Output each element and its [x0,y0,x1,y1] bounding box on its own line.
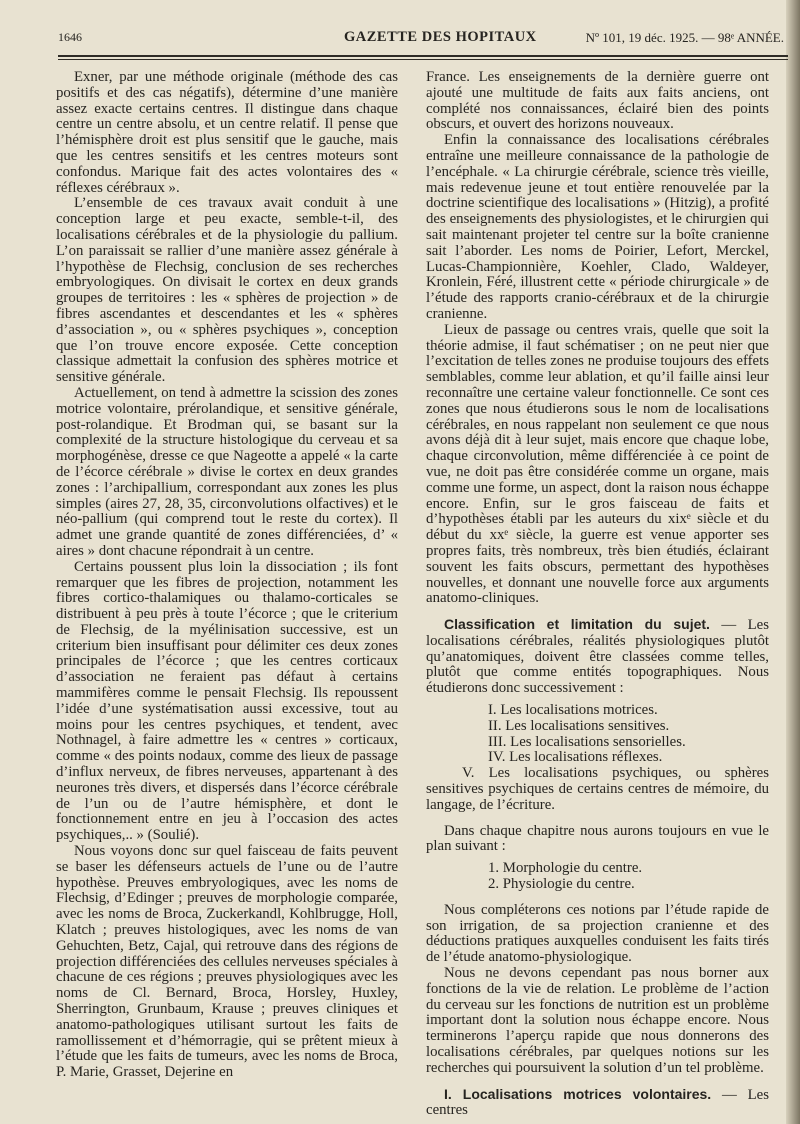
paragraph: Nous voyons donc sur quel faisceau de faits peuvent se baser les défenseurs actuels de l’une ou de l’autre hypothèse. Preuves embryologiques, avec les noms de Flechsig, d’Edinger ; preuves de morphologie comparée, avec les noms de Broca, Zuckerkandl, Kohlbrugge, Holl, Klatch ; preuves histologiques, avec les noms de van Gehuchten, Betz, Cajal, qui retrouve dans des régions de projection différenciées des cellules nerveuses spéciales à chacune de ces régions ; preuves physiologiques avec les noms de Cl. Bernard, Broca, Horsley, Huxley, Sherrington, Grunbaum, Krause ; preuves cliniques et anatomo-pathologiques utilisant surtout les faits de ramollissement et d’hémorragie, qui se prêtent mieux à l’étude que les faits de tumeurs, avec les noms de Broca, P. Marie, Grasset, Dejerine en [56,843,398,1081]
paragraph: L’ensemble de ces travaux avait conduit à une conception large et peu exacte, semble-t-il, des localisations cérébrales et de la physiologie du pallium. L’on paraissait se rallier d’une manière assez générale à l’hypothèse de Flechsig, conclusion de ses recherches embryologiques. On divisait le cortex en deux grands groupes de territoires : les « sphères de projection » de fibres ascendantes et descendantes et les « sphères d’association », ou « sphères psychiques », conception que l’on trouve encore exposée. Cette conception classique admettait la confusion des sphères motrice et sensitive générale. [56,195,398,386]
section-intro: — Les localisations cérébrales, réalités physiologiques plutôt qu’anatomiques, doivent être classées comme telles, plutôt que comme entités topographiques. Nous étudierons donc successivement : [426,617,769,697]
right-column [426,70,769,1119]
plan-item: 1. Morphologie du centre. [488,860,643,877]
paragraph: Certains poussent plus loin la dissociation ; ils font remarquer que les fibres de projection, notamment les fibres cortico-thalamiques ou thalamo-corticales se distribuent à peu près à toute l’écorce ; que le criterium de Flechsig, de la myélinisation successive, est un criterium bien insuffisant pour délimiter ces deux zones principales de l’écorce ; que les centres corticaux d’association ne feraient pas défaut à certains mammifères comme le pensait Flechsig. Ils repoussent l’idée d’une systématisation aussi excessive, tout au moins pour les centres psychiques, et tendent, avec Nothnagel, à faire admettre les « centres » corticaux, comme « des points nodaux, comme des lieux de passage d’influx nerveux, de fibres nerveuses, appartenant à des neurones très divers, et dispersés dans l’écorce cérébrale de l’un ou de l’autre hémisphère, et dont le fonctionnement entre en jeu à l’occasion des actes psychiques,.. » (Soulié). [56,558,398,844]
header-rule-thin [58,59,788,60]
plan-item: 2. Physiologie du centre. [488,876,635,893]
left-column [56,70,398,1081]
final-text: — Les centres [426,1086,769,1119]
list-item: IV. Les localisations réflexes. [488,749,663,766]
final-heading: I. Localisations motrices volontaires. [444,1085,712,1102]
section-paragraph [426,1087,769,1120]
list-item: I. Les localisations motrices. [488,702,658,719]
list-item: V. Les localisations psychiques, ou sphères sensitives psychiques de certains centres de mémoire, du langage, de l’écriture. [426,765,769,813]
list-item: III. Les localisations sensorielles. [488,733,686,750]
paragraph: Lieux de passage ou centres vrais, quelle que soit la théorie admise, il faut schématiser ; on ne peut nier que l’excitation de telles zones ne produise toujours des effets semblables, comme leur ablation, et qu’il faille ainsi leur reconnaître une certaine valeur fonctionnelle. Ce sont ces zones que nous étudierons sous le nom de localisations cérébrales, en nous rappelant non seulement ce que nous avons déjà dit à leur sujet, mais encore que chaque lobe, chaque circonvolution, même différenciée à ce point de vue, ne doit pas être considérée comme un organe, mais comme une forme, un aspect, dont la raison nous échappe encore. Enfin, sur le gros faisceau de faits et d’hypothèses établi par les auteurs du xixᵉ siècle et du début du xxᵉ siècle, la guerre est venue apporter ses propres faits, très nombreux, très bien étudiés, éclairant souvent les faits obscurs, permettant des hypothèses nouvelles, et donnant une nouvelle force aux arguments anatomo-cliniques. [426,321,769,607]
paragraph: Dans chaque chapitre nous aurons toujours en vue le plan suivant : [426,822,769,855]
paragraph: Nous compléterons ces notions par l’étude rapide de son irrigation, de sa projection cranienne et des déductions pratiques auxquelles conduisent les faits tirés de l’étude anatomo-physiologique. [426,901,769,966]
header-rule [58,55,788,57]
page-number: 1646 [58,30,82,44]
section-paragraph [426,617,769,697]
paragraph: Exner, par une méthode originale (méthode des cas positifs et des cas négatifs), détermine d’une manière assez exacte certains centres. Il distingue dans chaque centre un centre absolu, et un centre relatif. Il pense que l’hémisphère droit est plus sensitif que le gauche, mais que les centres sensitifs et les centres moteurs sont confondus. Marique fait des actes volontaires des « réflexes cérébraux ». [56,69,398,196]
paragraph: Enfin la connaissance des localisations cérébrales entraîne une meilleure connaissance de la pathologie de l’encéphale. « La chirurgie cérébrale, science très vieille, mais redevenue jeune et tout entière renouvelée par la doctrine scientifique des localisations » (Hitzig), a profité des enseignements des physiologistes, et le chirurgien qui sait maintenant projeter tel centre sur la boîte cranienne sait l’aborder. Les noms de Poirier, Lefort, Merckel, Lucas-Championnière, Koehler, Clado, Waldeyer, Kronlein, Féré, illustrent cette « période chirurgicale » de l’étude des rapports cranio-cérébraux et de la chirurgie cranienne. [426,132,769,322]
journal-title: GAZETTE DES HOPITAUX [344,29,537,45]
page-header [58,26,790,54]
paragraph: France. Les enseignements de la dernière guerre ont ajouté une multitude de faits aux faits anciens, ont complété nos connaissances, éclairé bien des points obscurs, et ouvert des horizons nouveaux. [426,69,769,133]
issue-info: Nº 101, 19 déc. 1925. — 98ᵉ ANNÉE. [585,30,784,45]
section-heading: Classification et limitation du sujet. [444,616,710,633]
paragraph: Nous ne devons cependant pas nous borner aux fonctions de la vie de relation. Le problème de l’action du cerveau sur les fonctions de nutrition est un problème important dont la solution nous échappe encore. Nous terminerons l’aperçu rapide que nous donnerons des localisations cérébrales, par quelques notions sur les recherches qui poursuivent la solution d’un tel problème. [426,965,769,1076]
list-item: II. Les localisations sensitives. [488,717,670,734]
page-binding-shadow [786,0,800,1124]
paragraph: Actuellement, on tend à admettre la scission des zones motrice volontaire, prérolandique, et sensitive générale, post-rolandique. Et Brodman qui, se basant sur la complexité de la structure histologique du cerveau et sa morphogénèse, dresse ce que Nageotte a appelé « la carte de l’écorce cérébrale » divise le cortex en deux grandes zones : l’archipallium, correspondant aux zones les plus simples (aires 27, 28, 35, circonvolutions olfactives) et le néo-pallium (qui comprend tout le reste du cortex). Il admet une grande quantité de zones différenciées, d’ « aires » dont chacune répondrait à un centre. [56,384,398,559]
